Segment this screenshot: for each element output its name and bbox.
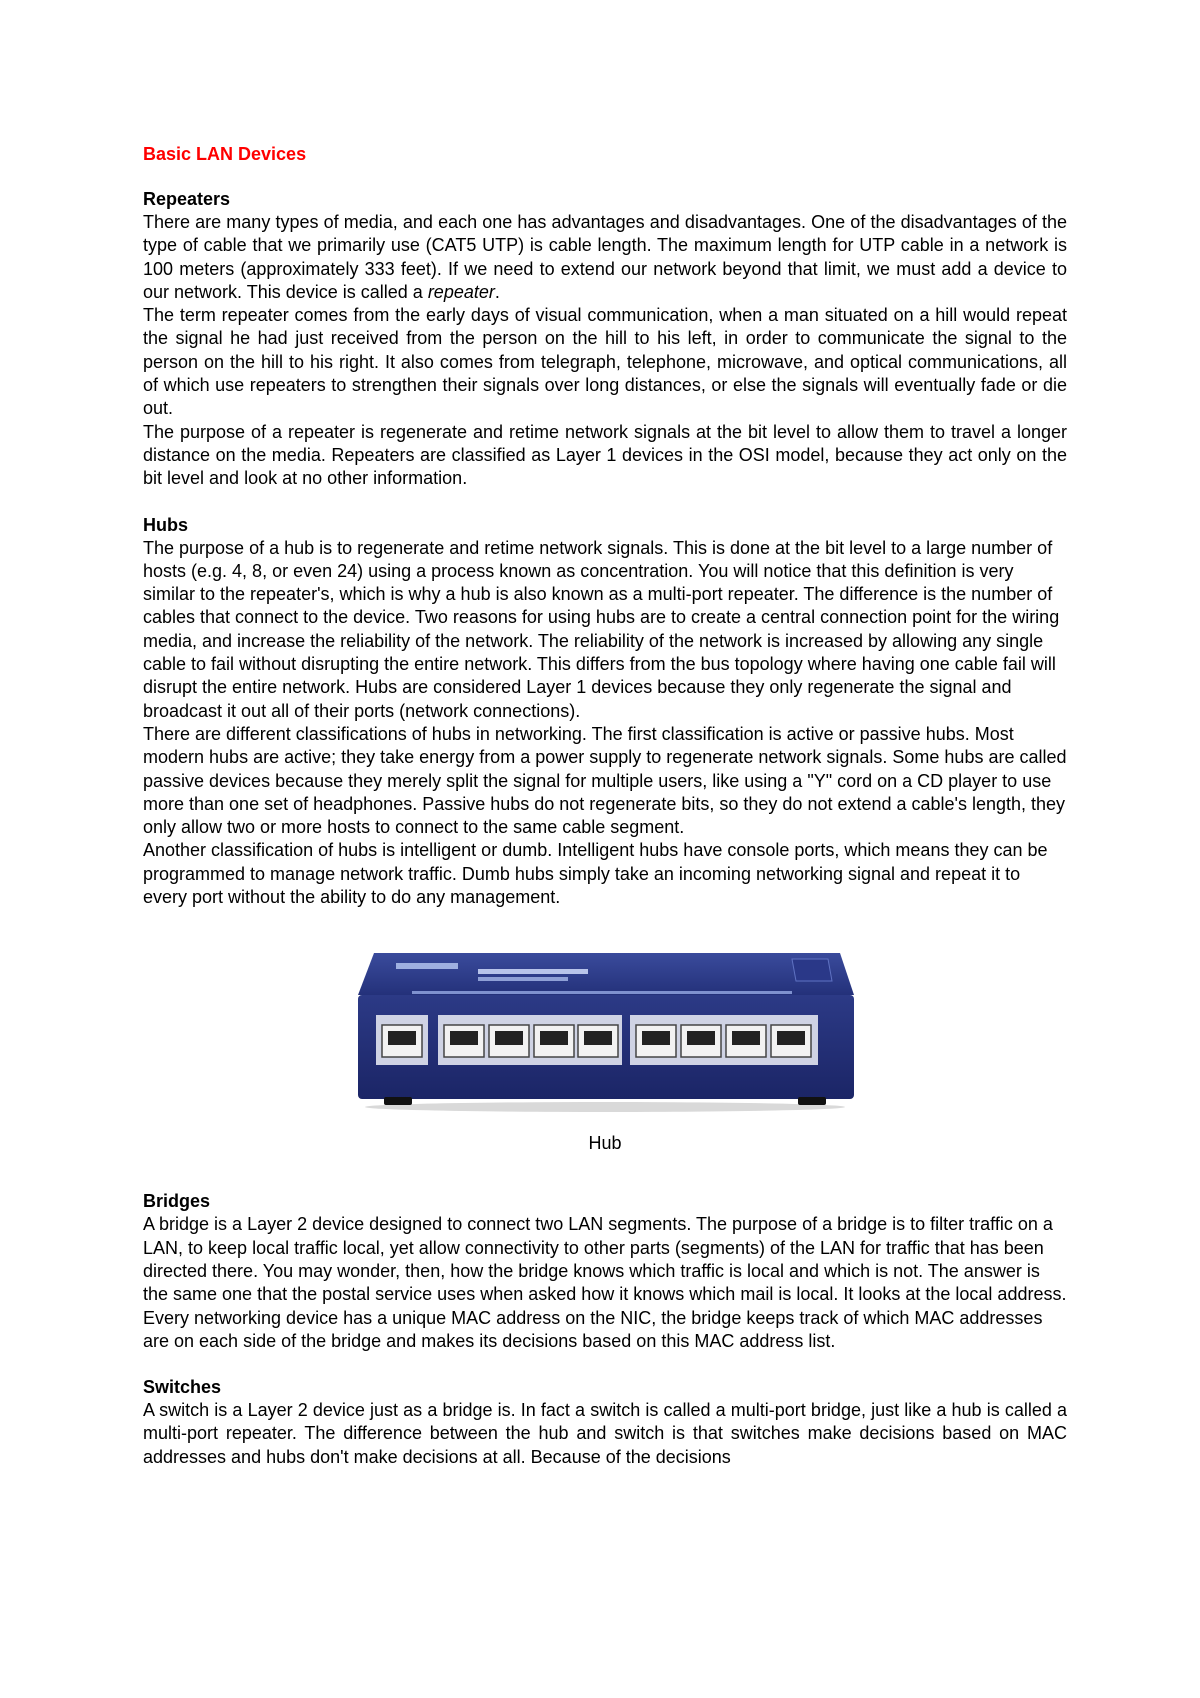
hub-figure [143,951,1067,1154]
bridges-paragraph-1: A bridge is a Layer 2 device designed to connect two LAN segments. The purpose of a bridge is to filter traffic on a LAN, to keep local traffic local, yet allow connectivity to other parts (segments) of the LAN for traffic that has been directed there. You may wonder, then, how the bridge knows which traffic is local and which is not. The answer is the same one that the postal service uses when asked how it knows which mail is local. It looks at the local address. Every networking device has a unique MAC address on the NIC, the bridge keeps track of which MAC addresses are on each side of the bridge and makes its decisions based on this MAC address list. [143,1214,1067,1351]
repeaters-p1-text: There are many types of media, and each one has advantages and disadvantages. One of the disadvantages of the type of cable that we primarily use (CAT5 UTP) is cable length. The maximum length for UTP cable in a network is 100 meters (approximately 333 feet). If we need to extend our network beyond that limit, we must add a device to our network. This device is called a [143,212,1067,302]
switches-paragraph-1: A switch is a Layer 2 device just as a bridge is. In fact a switch is called a multi-port bridge, just like a hub is called a multi-port repeater. The difference between the hub and switch is that switches make decisions based on MAC addresses and hubs don't make decisions at all. Because of the decisions [143,1400,1067,1467]
hub-figure-caption: Hub [588,1133,622,1154]
repeaters-paragraph-2: The term repeater comes from the early days of visual communication, when a man situated on a hill would repeat the signal he had just received from the person on the hill to his left, in order to communicate the signal to the person on the hill to his right. It also comes from telegraph, telephone, microwave, and optical communications, all of which use repeaters to strengthen their signals over long distances, or else the signals will eventually fade or die out. [143,305,1067,419]
hub-photo [352,951,858,1113]
section-heading-repeaters: Repeaters [143,189,231,209]
section-switches [143,1376,1067,1469]
section-heading-switches: Switches [143,1377,222,1398]
repeater-term: repeater [427,281,495,302]
section-repeaters [143,188,1067,491]
document-body [143,142,1067,1469]
section-bridges [143,1190,1067,1353]
repeaters-p1-end: . [494,281,500,302]
hubs-paragraph-3: Another classification of hubs is intelligent or dumb. Intelligent hubs have console ports, which means they can be programmed to manage network traffic. Dumb hubs simply take an incoming networking signal and repeat it to every port without the ability to do any management. [143,840,1048,908]
document-title: Basic LAN Devices [143,144,307,164]
section-heading-hubs: Hubs [143,514,188,535]
hubs-paragraph-2: There are different classifications of hubs in networking. The first classification is active or passive hubs. Most modern hubs are active; they take energy from a power supply to regenerate network signals. Some hubs are called passive devices because they merely split the signal for multiple users, like using a "Y" cord on a CD player to use more than one set of headphones. Passive hubs do not regenerate bits, so they do not extend a cable's length, they only allow two or more hosts to connect to the same cable segment. [143,723,1067,838]
section-heading-bridges: Bridges [143,1191,211,1212]
hubs-paragraph-1: The purpose of a hub is to regenerate and retime network signals. This is done at the bit level to a large number of hosts (e.g. 4, 8, or even 24) using a process known as concentration. You will notice that this definition is very similar to the repeater's, which is why a hub is also known as a multi-port repeater. The difference is the number of cables that connect to the device. Two reasons for using hubs are to create a central connection point for the wiring media, and increase the reliability of the network. The reliability of the network is increased by allowing any single cable to fail without disrupting the entire network. This differs from the bus topology where having one cable fail will disrupt the entire network. Hubs are considered Layer 1 devices because they only regenerate the signal and broadcast it out all of their ports (network connections). [143,537,1060,721]
repeaters-paragraph-1 [143,211,1067,304]
section-hubs [143,514,1067,910]
repeaters-paragraph-3: The purpose of a repeater is regenerate and retime network signals at the bit level to allow them to travel a longer distance on the media. Repeaters are classified as Layer 1 devices in the OSI model, because they act only on the bit level and look at no other information. [143,421,1067,489]
